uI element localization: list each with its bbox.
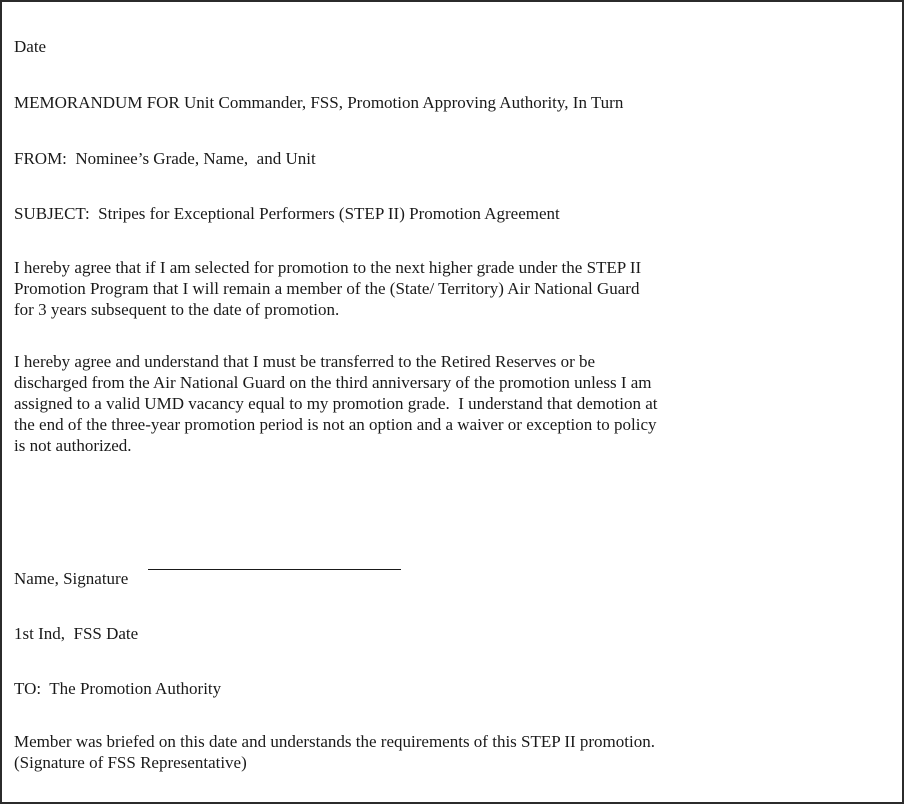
- to-line: TO: The Promotion Authority: [14, 679, 222, 698]
- signature-line: [148, 569, 401, 570]
- agreement-paragraph: [14, 257, 894, 320]
- understanding-paragraph: [14, 351, 894, 456]
- first-indorsement-line: 1st Ind, FSS Date: [14, 624, 139, 643]
- agreement-paragraph-line: Promotion Program that I will remain a member of the (State/ Territory) Air National Guard: [14, 279, 640, 298]
- understanding-paragraph-line: I hereby agree and understand that I must be transferred to the Retired Reserves or be: [14, 352, 596, 371]
- closing-paragraph-line: Member was briefed on this date and understands the requirements of this STEP II promotion.: [14, 732, 655, 751]
- understanding-paragraph-line: the end of the three-year promotion period is not an option and a waiver or exception to policy: [14, 415, 657, 434]
- closing-paragraph-line: (Signature of FSS Representative): [14, 753, 247, 772]
- subject-line: SUBJECT: Stripes for Exceptional Performers (STEP II) Promotion Agreement: [14, 204, 560, 223]
- understanding-paragraph-line: assigned to a valid UMD vacancy equal to my promotion grade. I understand that demotion at: [14, 394, 658, 413]
- name-signature-label: Name, Signature: [14, 569, 129, 588]
- date-label: Date: [14, 37, 47, 56]
- from-line: FROM: Nominee’s Grade, Name, and Unit: [14, 149, 316, 168]
- closing-paragraph: [14, 731, 894, 773]
- memorandum-for-line: MEMORANDUM FOR Unit Commander, FSS, Promotion Approving Authority, In Turn: [14, 93, 624, 112]
- agreement-paragraph-line: for 3 years subsequent to the date of promotion.: [14, 300, 340, 319]
- agreement-paragraph-line: I hereby agree that if I am selected for promotion to the next higher grade under the STEP II: [14, 258, 642, 277]
- understanding-paragraph-line: is not authorized.: [14, 436, 132, 455]
- understanding-paragraph-line: discharged from the Air National Guard on the third anniversary of the promotion unless I am: [14, 373, 652, 392]
